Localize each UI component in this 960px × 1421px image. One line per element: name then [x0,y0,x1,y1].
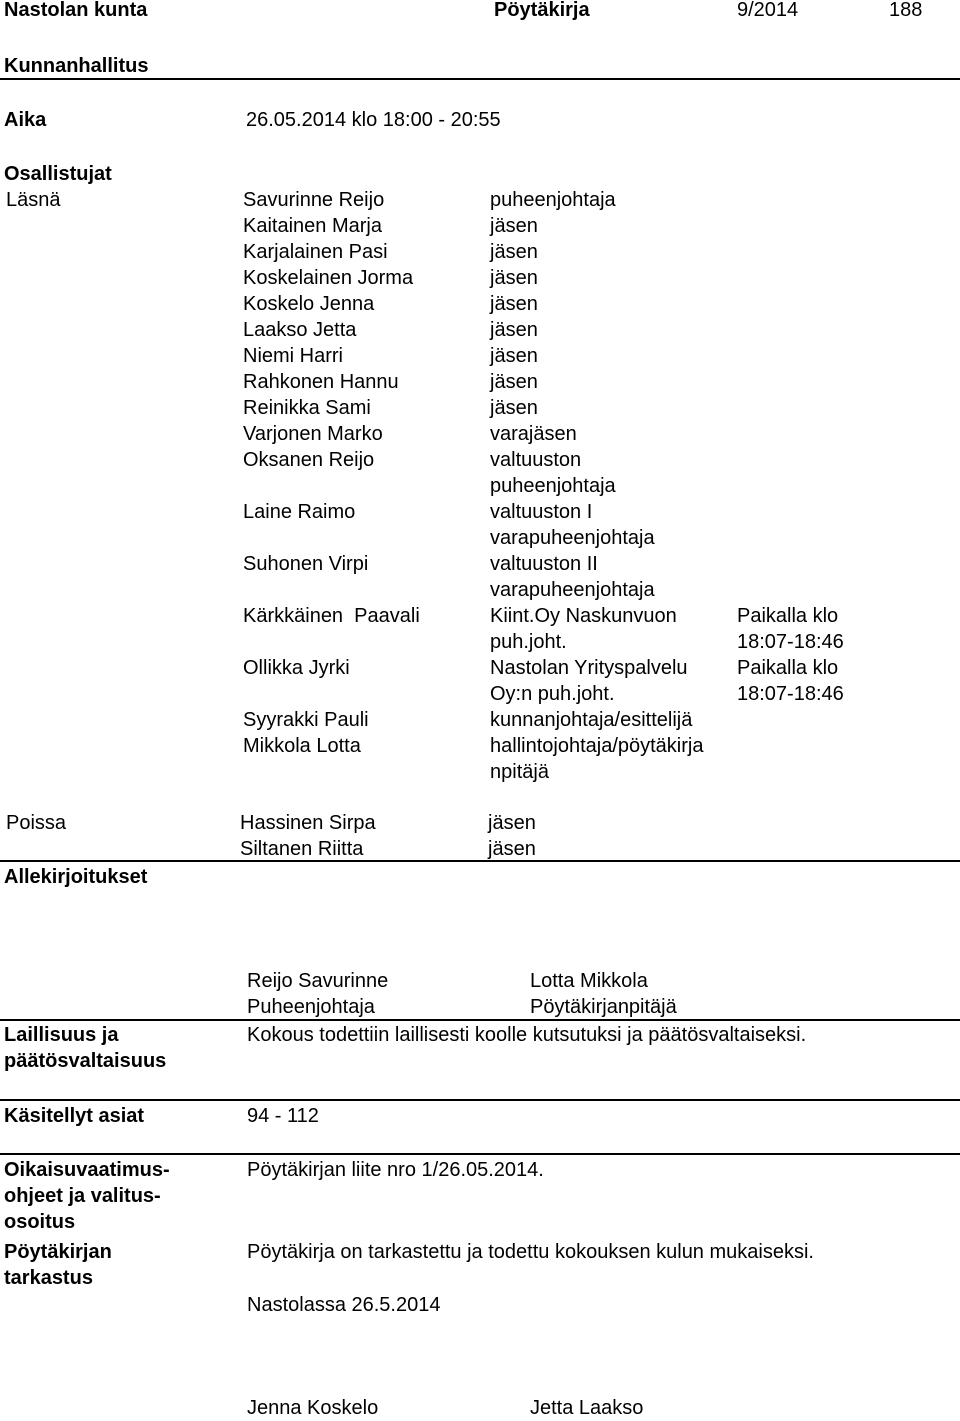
tarkastus-text: Pöytäkirja on tarkastettu ja todettu kokouksen kulun mukaiseksi. [247,1241,814,1263]
participant-role: varajäsen [490,423,577,445]
participant-note: Paikalla klo [737,605,839,627]
participant-name: Suhonen Virpi [243,553,369,575]
absent-role: jäsen [488,812,536,834]
participant-name: Karjalainen Pasi [243,241,388,263]
signer-title-chair: Puheenjohtaja [247,996,375,1018]
participant-name: Laine Raimo [243,501,356,523]
tarkastus-label: Pöytäkirjan [4,1241,112,1263]
participant-role: valtuuston II [490,553,598,575]
absent-label: Poissa [6,812,67,834]
participant-role-cont: puh.joht. [490,631,567,653]
participant-name: Oksanen Reijo [243,449,375,471]
allekirjoitukset-label: Allekirjoitukset [4,866,148,888]
present-label: Läsnä [6,189,61,211]
participant-role: jäsen [490,267,538,289]
participant-role: kunnanjohtaja/esittelijä [490,709,693,731]
page-number: 188 [889,0,923,21]
signer-name-chair: Reijo Savurinne [247,970,389,992]
participant-name: Niemi Harri [243,345,343,367]
kasitellyt-label: Käsitellyt asiat [4,1105,145,1127]
tarkastus-label-cont: tarkastus [4,1267,93,1289]
participant-name: Koskelo Jenna [243,293,375,315]
participant-role: Kiint.Oy Naskunvuon [490,605,677,627]
oikaisu-label-cont: ohjeet ja valitus- [4,1185,161,1207]
laillisuus-text: Kokous todettiin laillisesti koolle kutsutuksi ja päätösvaltaiseksi. [247,1024,807,1046]
participant-note: Paikalla klo [737,657,839,679]
participant-name: Varjonen Marko [243,423,383,445]
document-number: 9/2014 [737,0,799,21]
kasitellyt-divider [0,1153,960,1155]
checker-name: Jenna Koskelo [247,1397,379,1419]
aika-value: 26.05.2014 klo 18:00 - 20:55 [246,109,501,131]
participant-role: jäsen [490,345,538,367]
participant-note-cont: 18:07-18:46 [737,631,844,653]
document-type: Pöytäkirja [494,0,590,21]
participant-note-cont: 18:07-18:46 [737,683,844,705]
osallistujat-title: Osallistujat [4,163,112,185]
participant-role-cont: puheenjohtaja [490,475,616,497]
checker-name: Jetta Laakso [530,1397,644,1419]
laillisuus-divider [0,1099,960,1101]
absent-role: jäsen [488,838,536,860]
municipality-name: Nastolan kunta [4,0,148,21]
aika-label: Aika [4,109,47,131]
participant-name: Rahkonen Hannu [243,371,399,393]
participant-role: jäsen [490,241,538,263]
participant-name: Savurinne Reijo [243,189,385,211]
oikaisu-label-cont2: osoitus [4,1211,76,1233]
participant-role-cont: Oy:n puh.joht. [490,683,615,705]
participant-role: puheenjohtaja [490,189,616,211]
participant-role: jäsen [490,397,538,419]
signer-title-secretary: Pöytäkirjanpitäjä [530,996,677,1018]
participant-name: Koskelainen Jorma [243,267,414,289]
participant-role-cont: varapuheenjohtaja [490,579,655,601]
absent-name: Hassinen Sirpa [240,812,376,834]
signer-name-secretary: Lotta Mikkola [530,970,648,992]
participant-role: hallintojohtaja/pöytäkirja [490,735,704,757]
participant-role: jäsen [490,293,538,315]
oikaisu-label: Oikaisuvaatimus- [4,1159,170,1181]
participants-divider [0,860,960,862]
participant-name: Syyrakki Pauli [243,709,369,731]
participant-role: jäsen [490,371,538,393]
oikaisu-text: Pöytäkirjan liite nro 1/26.05.2014. [247,1159,544,1181]
laillisuus-label-cont: päätösvaltaisuus [4,1050,167,1072]
signatures-divider [0,1019,960,1021]
body-name: Kunnanhallitus [4,55,149,77]
participant-name: Mikkola Lotta [243,735,361,757]
header-divider [0,78,960,80]
participant-name: Laakso Jetta [243,319,357,341]
participant-name: Reinikka Sami [243,397,371,419]
laillisuus-label: Laillisuus ja [4,1024,119,1046]
kasitellyt-value: 94 - 112 [247,1105,319,1127]
participant-role-cont: npitäjä [490,761,549,783]
participant-role: jäsen [490,319,538,341]
participant-role: Nastolan Yrityspalvelu [490,657,688,679]
participant-role: jäsen [490,215,538,237]
participant-name: Kaitainen Marja [243,215,382,237]
absent-name: Siltanen Riitta [240,838,364,860]
participant-role-cont: varapuheenjohtaja [490,527,655,549]
tarkastus-place-date: Nastolassa 26.5.2014 [247,1294,441,1316]
participant-role: valtuuston I [490,501,593,523]
participant-name: Kärkkäinen Paavali [243,605,420,627]
participant-name: Ollikka Jyrki [243,657,350,679]
participant-role: valtuuston [490,449,582,471]
